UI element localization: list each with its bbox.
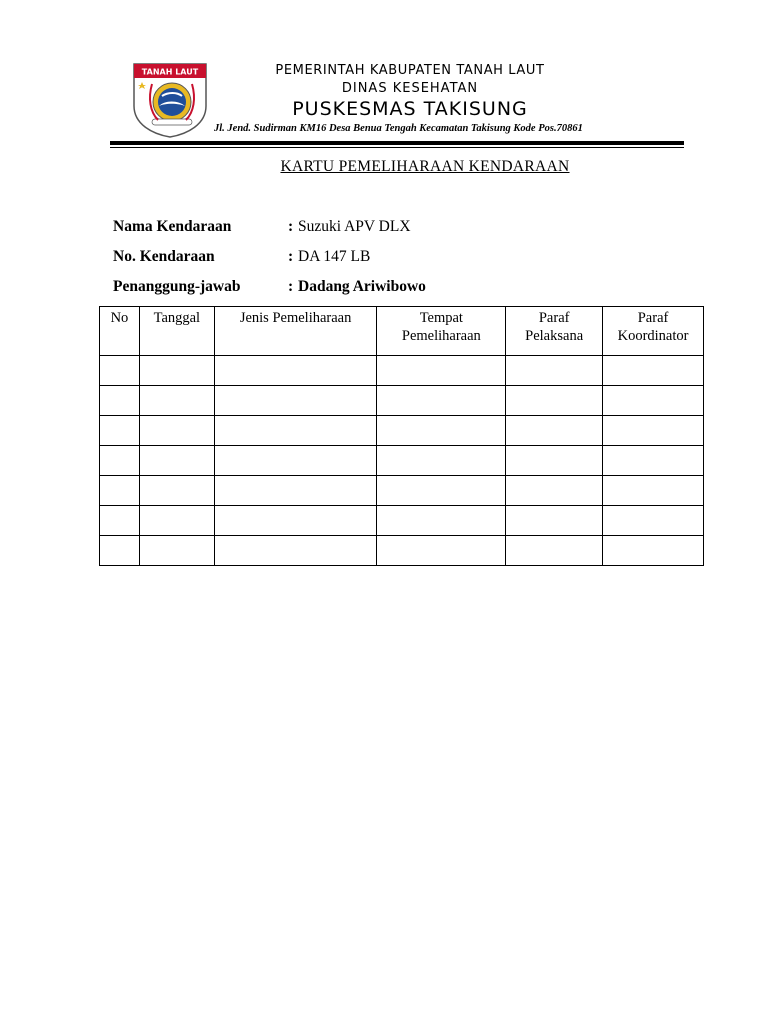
table-cell bbox=[377, 506, 506, 536]
table-cell bbox=[603, 386, 704, 416]
table-cell bbox=[139, 356, 214, 386]
tanah-laut-logo bbox=[132, 62, 208, 138]
table-row bbox=[100, 416, 704, 446]
table-header-row bbox=[100, 307, 704, 356]
table-row bbox=[100, 476, 704, 506]
table-cell bbox=[100, 536, 140, 566]
table-cell bbox=[214, 476, 377, 506]
table-cell bbox=[139, 506, 214, 536]
info-label: No. Kendaraan bbox=[113, 248, 215, 265]
table-cell bbox=[506, 446, 603, 476]
table-cell bbox=[603, 536, 704, 566]
logo-text: TANAH LAUT bbox=[141, 67, 199, 77]
table-cell bbox=[100, 506, 140, 536]
table-cell bbox=[214, 446, 377, 476]
table-cell bbox=[377, 476, 506, 506]
info-value: DA 147 LB bbox=[298, 248, 371, 265]
info-colon: : bbox=[288, 248, 294, 265]
table-cell bbox=[100, 446, 140, 476]
table-cell bbox=[506, 416, 603, 446]
table-cell bbox=[100, 476, 140, 506]
table-row bbox=[100, 506, 704, 536]
table-row bbox=[100, 386, 704, 416]
table-cell bbox=[139, 416, 214, 446]
maintenance-table bbox=[99, 306, 704, 566]
table-cell bbox=[506, 506, 603, 536]
table-cell bbox=[214, 416, 377, 446]
table-cell bbox=[214, 536, 377, 566]
table-cell bbox=[603, 446, 704, 476]
info-value: Dadang Ariwibowo bbox=[298, 278, 426, 295]
table-cell bbox=[100, 356, 140, 386]
info-label: Nama Kendaraan bbox=[113, 218, 232, 235]
table-cell bbox=[139, 476, 214, 506]
table-cell bbox=[139, 446, 214, 476]
column-header-executor-initials: Paraf Pelaksana bbox=[506, 307, 603, 356]
table-cell bbox=[377, 356, 506, 386]
table-row bbox=[100, 536, 704, 566]
table-cell bbox=[100, 386, 140, 416]
column-header-maintenance-type: Jenis Pemeliharaan bbox=[214, 307, 377, 356]
table-cell bbox=[603, 416, 704, 446]
department-name: DINAS KESEHATAN bbox=[341, 81, 479, 96]
institution-name: PUSKESMAS TAKISUNG bbox=[292, 98, 528, 120]
government-name: PEMERINTAH KABUPATEN TANAH LAUT bbox=[275, 63, 545, 78]
regency-emblem-icon bbox=[132, 62, 208, 138]
table-cell bbox=[506, 536, 603, 566]
column-header-maintenance-place: Tempat Pemeliharaan bbox=[377, 307, 506, 356]
info-colon: : bbox=[288, 218, 294, 235]
table-cell bbox=[377, 536, 506, 566]
table-cell bbox=[603, 476, 704, 506]
table-cell bbox=[603, 506, 704, 536]
info-value: Suzuki APV DLX bbox=[298, 218, 411, 235]
letterhead-divider-thin bbox=[110, 147, 684, 148]
table-cell bbox=[214, 356, 377, 386]
table-cell bbox=[506, 356, 603, 386]
info-colon: : bbox=[288, 278, 294, 295]
table-cell bbox=[603, 356, 704, 386]
table-cell bbox=[377, 446, 506, 476]
letterhead-divider-thick bbox=[110, 141, 684, 145]
table-cell bbox=[506, 386, 603, 416]
table-cell bbox=[139, 386, 214, 416]
document-title: KARTU PEMELIHARAAN KENDARAAN bbox=[280, 158, 570, 175]
institution-address: Jl. Jend. Sudirman KM16 Desa Benua Tengah Kecamatan Takisung Kode Pos.70861 bbox=[214, 123, 583, 134]
table-cell bbox=[100, 416, 140, 446]
table-cell bbox=[139, 536, 214, 566]
column-header-date: Tanggal bbox=[139, 307, 214, 356]
table-row bbox=[100, 356, 704, 386]
info-label: Penanggung-jawab bbox=[113, 278, 241, 295]
table-body bbox=[100, 356, 704, 566]
table-cell bbox=[377, 386, 506, 416]
table-cell bbox=[214, 386, 377, 416]
column-header-coordinator-initials: Paraf Koordinator bbox=[603, 307, 704, 356]
column-header-no: No bbox=[100, 307, 140, 356]
table-cell bbox=[506, 476, 603, 506]
table-row bbox=[100, 446, 704, 476]
table-cell bbox=[214, 506, 377, 536]
table-cell bbox=[377, 416, 506, 446]
